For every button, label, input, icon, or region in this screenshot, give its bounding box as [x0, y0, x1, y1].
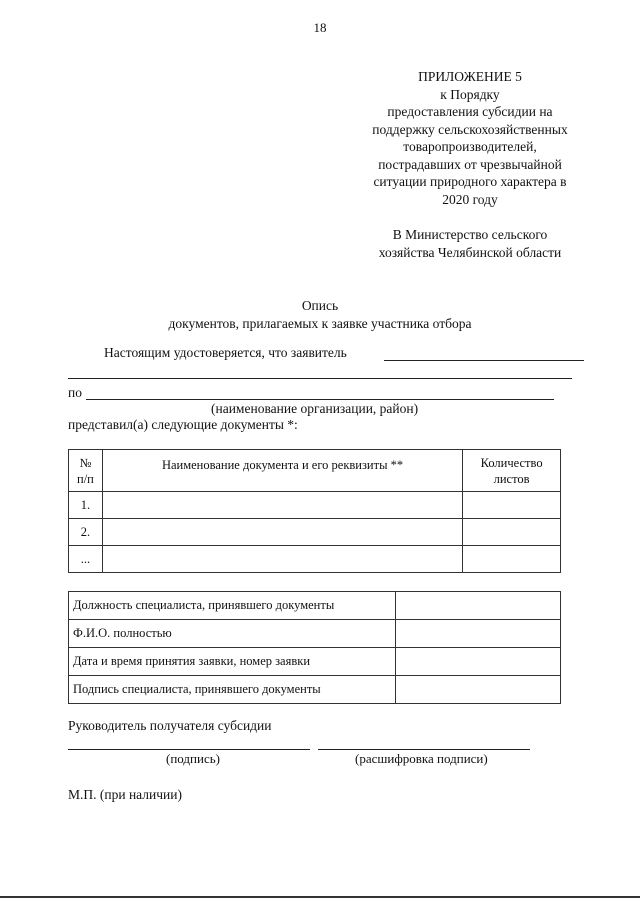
table-header-row	[69, 450, 561, 492]
row-count-cell[interactable]	[463, 492, 561, 519]
head-label: Руководитель получателя субсидии	[68, 718, 272, 733]
appendix-line: пострадавших от чрезвычайной	[378, 156, 562, 172]
table-row	[69, 620, 561, 648]
certify-text: Настоящим удостоверяется, что заявитель	[104, 345, 347, 360]
table-row	[69, 519, 561, 546]
documents-table	[68, 449, 561, 573]
signature-decode-field-line[interactable]	[318, 749, 530, 750]
row-document-cell[interactable]	[102, 519, 462, 546]
organization-field-line[interactable]	[86, 399, 554, 400]
document-title	[0, 297, 640, 333]
appendix-line: товаропроизводителей,	[403, 139, 537, 154]
acceptance-label: Подпись специалиста, принявшего документы	[69, 676, 396, 704]
applicant-field-line[interactable]	[384, 360, 584, 361]
header-document-name: Наименование документа и его реквизиты **	[102, 450, 462, 492]
page-bottom-border	[0, 896, 640, 898]
header-sheet-count: Количество листов	[463, 450, 561, 492]
appendix-header	[340, 68, 600, 208]
submitted-text: представил(а) следующие документы *:	[68, 417, 298, 432]
table-row	[69, 546, 561, 573]
acceptance-table	[68, 591, 561, 704]
table-row	[69, 592, 561, 620]
addressee-line: хозяйства Челябинской области	[378, 244, 562, 260]
row-number: 2.	[69, 519, 103, 546]
acceptance-value-cell[interactable]	[396, 592, 561, 620]
row-document-cell[interactable]	[102, 546, 462, 573]
organization-caption: (наименование организации, район)	[211, 401, 419, 416]
table-row	[69, 676, 561, 704]
title-line-2: документов, прилагаемых к заявке участника отбора	[168, 316, 472, 331]
appendix-line: ситуации природного характера в	[373, 174, 567, 189]
acceptance-value-cell[interactable]	[396, 676, 561, 704]
acceptance-value-cell[interactable]	[396, 620, 561, 648]
acceptance-label: Должность специалиста, принявшего документы	[69, 592, 396, 620]
row-number: ...	[69, 546, 103, 573]
acceptance-label: Ф.И.О. полностью	[69, 620, 396, 648]
table-row	[69, 648, 561, 676]
appendix-line: к Порядку	[440, 86, 500, 102]
signature-caption: (подпись)	[166, 751, 220, 766]
appendix-line: ПРИЛОЖЕНИЕ 5	[418, 69, 522, 84]
po-label: по	[68, 385, 82, 400]
applicant-field-line-2[interactable]	[68, 378, 572, 379]
addressee	[340, 226, 600, 261]
signature-field-line[interactable]	[68, 749, 310, 750]
header-number: № п/п	[69, 450, 103, 492]
row-document-cell[interactable]	[102, 492, 462, 519]
page-number: 18	[313, 20, 327, 35]
appendix-line: 2020 году	[442, 191, 498, 207]
title-line-1: Опись	[301, 298, 339, 313]
table-row	[69, 492, 561, 519]
appendix-line: предоставления субсидии на	[387, 104, 553, 119]
decode-caption: (расшифровка подписи)	[355, 751, 488, 766]
acceptance-value-cell[interactable]	[396, 648, 561, 676]
addressee-line: В Министерство сельского	[392, 227, 548, 242]
row-count-cell[interactable]	[463, 519, 561, 546]
row-number: 1.	[69, 492, 103, 519]
stamp-label: М.П. (при наличии)	[68, 787, 182, 802]
row-count-cell[interactable]	[463, 546, 561, 573]
appendix-line: поддержку сельскохозяйственных	[372, 121, 568, 137]
acceptance-label: Дата и время принятия заявки, номер заявки	[69, 648, 396, 676]
